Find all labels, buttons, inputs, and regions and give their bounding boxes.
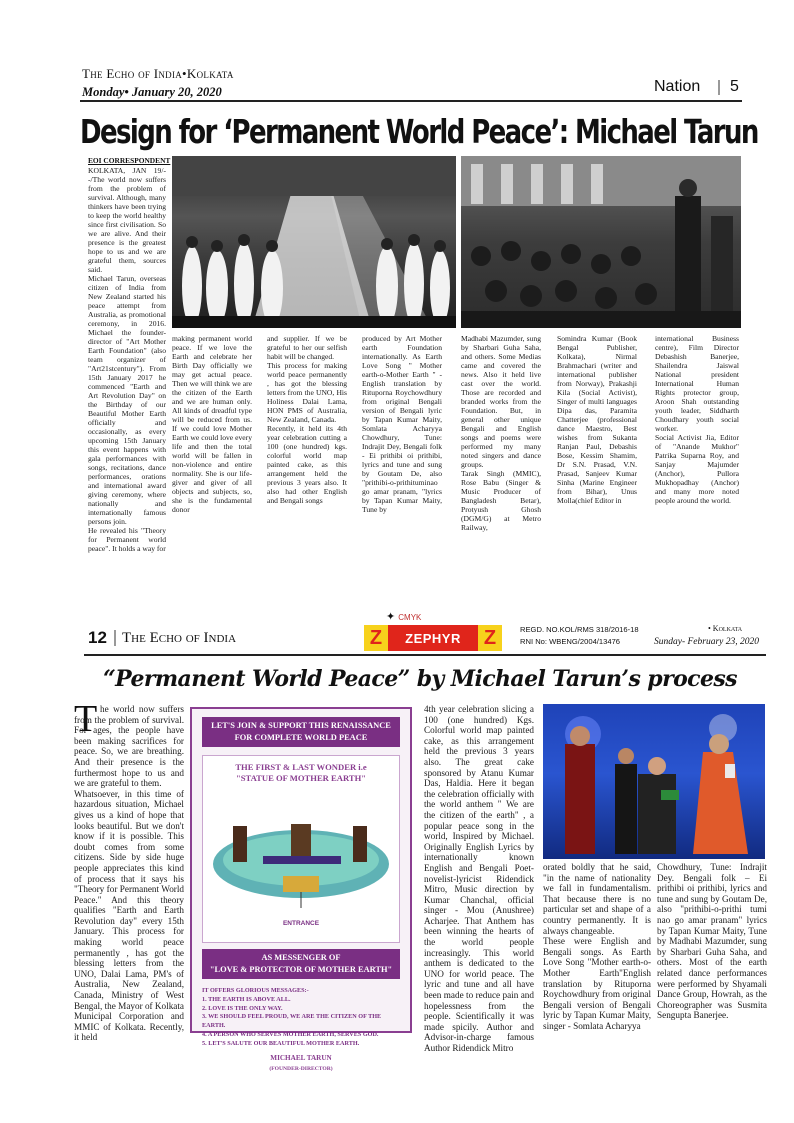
page-number-top: 5 bbox=[730, 78, 739, 95]
poster-messages-heading: IT OFFERS GLORIOUS MESSAGES:- bbox=[202, 987, 309, 994]
photo-ceremony-right bbox=[461, 156, 741, 328]
bottom-column-3: orated boldly that he said, "in the name of nationality we fall in fundamentalism. That because there is no particular set and shape of a country permanently. It is always changeable. These were English and Bengali songs. As Earth Love Song "Mother earth-o-Mother Earth"English translation by Rituporna Roychowdhury from original Bengali version of Bengali lyric by Tapan Kumar Maity, singer - Somlata Acharyya bbox=[543, 862, 651, 1031]
poster-signature-role: (FOUNDER-DIRECTOR) bbox=[269, 1065, 333, 1072]
bottom-column-4: Chowdhury, Tune: Indrajit Dey. Bengali folk – Ei prithibi oi prithibi, lyrics and tune and sung by Goutam De, also "prithibi-o-prithi tumi nao go amar pranam" lyrics by Tapan Kumar Maity, Tune by Madhabi Mazumder, sung by Sharbari Guha Saha, and others. Most of the earth related dance performances were performed by Shyamali Dance Group, Howrah, as the Choreographer was Susmita Sengupta Banerjee. bbox=[657, 862, 767, 1021]
zephyr-left-letter: Z bbox=[364, 625, 388, 651]
poster-frame bbox=[202, 755, 400, 943]
registration-star-icon: ✦ bbox=[386, 611, 399, 623]
poster-messenger bbox=[202, 949, 400, 979]
top-column-3: and supplier. If we be grateful to her our selfish habit will be changed. This process for making world peace permanently , has got the blessing letters from the UNO, His Holiness Dalai Lama, HON PMS of Australia, New Zealand, Canada. Recently, it held its 4th year celebration cutting a 100 (one hundred) kgs. colorful world map painted cake, as this arrangement held the previous 3 years also. It also had other English and Bengali songs bbox=[267, 334, 347, 505]
bottom-column-2: 4th year celebration slicing a 100 (one hundred) Kgs. Colorful world map painted cake, as this arrangement held the previous 3 years also. The great cake sponsored by Atanu Kumar Das, Haldia. Here it began the celebration officially with the world anthem " We are the citizen of the earth" , a popular peace song in the world, Inspired by Michael. Originally English Lyrics by internationally known English and Bengali Poet-novelist-lyricist Ridendick Mitro, Music direction by Kumar Chanchal, official singer - Mou (Anushree) Acharjee. That Anthem has been winning the hearts of the world people increasingly. This world anthem is dedicated to the UNO for world peace. The lyric and tune and all have been made to reduce pain and hopelessness from the people. Scientifically it was made spicily. Author and Advisor-in-charge famous Author Ridendick Mitro bbox=[424, 704, 534, 1053]
photo-stage-singers-art bbox=[543, 704, 765, 859]
drop-cap: T bbox=[74, 698, 98, 740]
photo-stage-singers bbox=[543, 704, 765, 859]
statue-diagram bbox=[203, 796, 399, 916]
section-divider bbox=[718, 80, 720, 95]
poster-banner: LET'S JOIN & SUPPORT THIS RENAISSANCE FOR COMPLETE WORLD PEACE bbox=[202, 717, 400, 747]
photo-ceremony-left bbox=[172, 156, 456, 328]
top-column-1: KOLKATA, JAN 19/--/The world now suffers from the problem of survival. Although, many thinkers have been trying to keep the world healthy since first civilisation. So we are alive. And their presence is the greatest hope to us and we are grateful them, sources said. Michael Tarun, overseas citizen of India from New Zealand started his peace attempt from Australia, as promotional ceremony, in 2016. Michael the founder-director of "Art Mother Earth Foundation" (also team organizer of "Art21stcentury"). From 15th January 2017 he commenced "Earth and Art Revolution Day" on the Birthday of our Beautiful Mother Earth officially and occasionally, as every upcoming 15th January this event happens with gala performances with songs, recitations, dance performances, orations and international award giving ceremony, where nationally and internationally famous persons join. He revealed his "Theory for Permanent world peace". It holds a way for bbox=[88, 166, 166, 553]
masthead-bottom: The Echo of India bbox=[122, 630, 237, 646]
bottom-column-1: he world now suffers from the problem of survival. For ages, the people have been making sacrifices for peace. So, we are breathing. And their presence is the furthermost hope to us and we are grateful to them. Whatsoever, in this time of hazardous situation, Michael gives us a kind of hope that looks beautiful. But we don't know if it is possible. This doubt comes from some citizens. Side by side huge people appreciates this kind of process that it says his "Theory for Permanent World Peace." And this theory qualifies "Earth and Earth Revolution day" every 15th January. This process for making world peace permanently , has got the blessing letters from the UNO, Dalai Lama, PM's of Australia, New Zealand, Canada, Ministry of West Bengal, the Mayor of Kolkata Municipal Corporation and MMIC of Kolkata. Recently, it held bbox=[74, 704, 184, 1043]
masthead-top: The Echo of India•Kolkata bbox=[82, 66, 234, 81]
rni-number: RNI No: WBENG/2004/13476 bbox=[520, 637, 621, 646]
page-number-bottom: 12 bbox=[88, 628, 107, 647]
date-top: Monday• January 20, 2020 bbox=[82, 85, 222, 99]
poster-messenger-line-2: "LOVE & PROTECTOR OF MOTHER EARTH" bbox=[209, 965, 393, 974]
zephyr-ad bbox=[364, 625, 502, 651]
poster-title-2: "STATUE OF MOTHER EARTH" bbox=[235, 773, 367, 783]
city-bottom: • Kolkata bbox=[708, 624, 743, 633]
photo-ceremony-right-art bbox=[461, 156, 741, 328]
section-name: Nation bbox=[654, 78, 701, 95]
top-rule bbox=[80, 100, 742, 102]
bottom-rule bbox=[84, 654, 766, 656]
zephyr-brand: ZEPHYR bbox=[405, 630, 461, 646]
top-column-2: making permanent world peace. If we love the Earth and celebrate her Birth Day officially we may get actual peace. Then we will think we are the citizen of the Earth and we are human only. All kinds of dreadful type will be reduced from us. If we could love Mother Earth we could love every life and then the total world will be fallen in non-violence and entire normality. She is our life-giver and giver of all objects and subjects, so, she is the fundamental donor bbox=[172, 334, 252, 514]
poster-signature: MICHAEL TARUN bbox=[270, 1053, 332, 1062]
entrance-label: ENTRANCE bbox=[282, 920, 320, 927]
poster-statue-of-mother-earth bbox=[190, 707, 412, 1072]
top-column-4: produced by Art Mother earth Foundation internationally. As Earth Love Song " Mother earth-o-Mother Earth " - English translation by Rituporna Roychowdhury from original Bengali version of Bengali lyric by Tapan Kumar Maity, Somlata Acharyya Chowdhury, Tune: Indrajit Dey, Bengali folk - Ei prithibi oi prithibi, lyrics and tune and sung by Goutam De, also "prithibi-o-prithituminao go amar pranam, "lyrics by Tapan Kumar Maity, Tune by bbox=[362, 334, 442, 514]
top-column-7: international Business centre), Film Director Debashish Banerjee, Shailendra Jaiswal National president International Human Rights protector group, Aroon Shah outstanding youth leader, Siddharth Choudhary youth social worker. Social Activist Jia, Editor of "Anande Mukhor" Patrika Suparna Roy, and Sanjay Majumder (Anchor), Pullora Mukhopadhay (Anchor) and many more noted people around the world. bbox=[655, 334, 739, 505]
top-column-6: Somindra Kumar (Book Bengal Publisher, Kolkata), Nirmal Brahmachari (writer and international publisher from Norway), Prakashji Kila (Social Activist), Singer of multi languages Dipa das, Paramita Chatterjee (professional dance Maestro, Best wishes from Sukanta Ranjan Paul, Debashis Bose, Kessim Shamim, Dr S.N. Prasad, V.N. Prasad, Sanjeev Kumar Sinha (Marine Engineer from Bihar), Unus Molla(chief Editor in bbox=[557, 334, 637, 505]
page-number-divider bbox=[114, 630, 116, 646]
photo-ceremony-left-art bbox=[172, 156, 456, 328]
poster-messenger-line-1: AS MESSENGER OF bbox=[261, 953, 341, 962]
date-bottom: Sunday- February 23, 2020 bbox=[654, 637, 760, 647]
top-headline: Design for ‘Permanent World Peace’: Michael Tarun bbox=[80, 114, 758, 152]
top-column-5: Madhabi Mazumder, sung by Sharbari Guha Saha, and others. Some Medias came and covered the news. Also it held live cast over the world. Those are recorded and branded works from the Foundation. But, in general other unique Bengali and English songs and poems were performed my many noted singers and dance groups. Tarak Singh (MMIC), Rose Babu (Singer & Music Producer of Bangladesh Betar), Protyush Ghosh (DGM/G) at Metro Railway, bbox=[461, 334, 541, 532]
regd-number: REGD. NO.KOL/RMS 318/2016-18 bbox=[520, 625, 639, 634]
byline: EOI CORRESPONDENT bbox=[88, 156, 171, 165]
poster-title-1: THE FIRST & LAST WONDER i.e bbox=[235, 762, 367, 772]
poster-messages: 1. THE EARTH IS ABOVE ALL. 2. LOVE IS THE ONLY WAY. 3. WE SHOULD FEEL PROUD, WE ARE THE CITIZEN OF THE EARTH. 4. A PERSON WHO SERVES MOTHER EARTH, SERVES GOD. 5. LET'S SALUTE OUR BEAUTIFUL MOTHER EARTH. bbox=[202, 995, 382, 1047]
cmyk-mark: ✦ CMYK bbox=[386, 611, 422, 623]
bottom-headline: “Permanent World Peace” by Michael Tarun’s process bbox=[103, 666, 737, 692]
zephyr-right-letter: Z bbox=[478, 625, 502, 651]
